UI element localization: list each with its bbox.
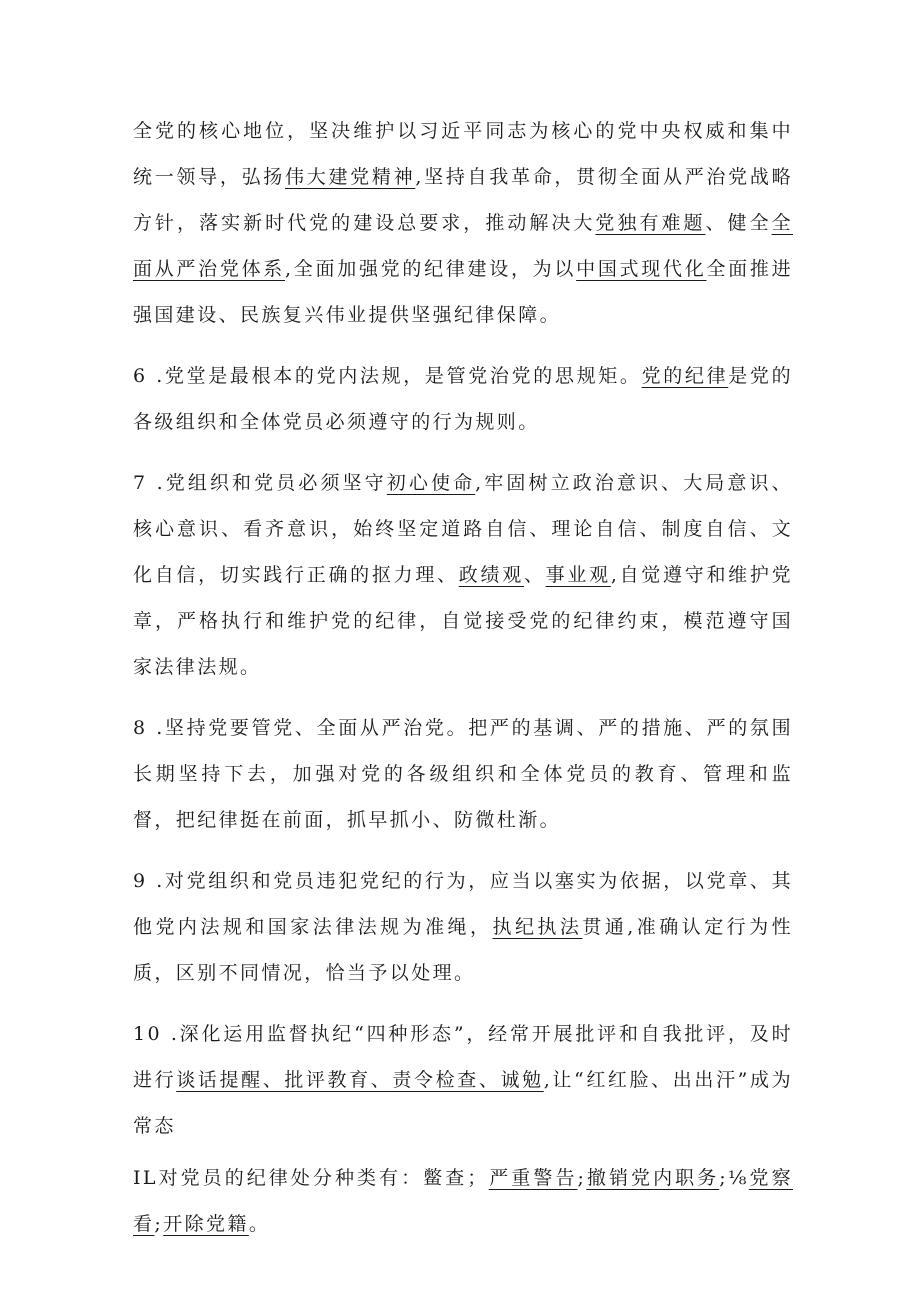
underlined-term: 执纪执法 [492, 916, 583, 938]
text-segment: 9 .对党组织和党员违犯党纪的行为，应当以塞实为依据，以党章、其他党内法规和国家法律法规为准绳， [133, 870, 793, 938]
underlined-term: 伟大建党精神 [285, 166, 416, 188]
text-segment: 贯通,准确认定行为性质，区别不同情况，恰当予以处理。 [133, 916, 794, 984]
paragraph [133, 705, 793, 843]
paragraph [133, 1011, 793, 1149]
text-segment: ,让“红红脸、出出汗”成为常态 [133, 1069, 793, 1137]
document-body [133, 108, 793, 1262]
underlined-term: 初心使命 [386, 472, 476, 494]
text-segment: 6 .党堂是最根本的党内法规，是管党治党的思规矩。 [133, 365, 642, 387]
text-segment: 8 .坚持党要管党、全面从严治党。把严的基调、严的措施、严的氛围长期坚持下去，加强对党的各级组织和全体党员的教育、管理和监督，把纪律挺在前面，抓早抓小、防微杜渐。 [133, 717, 793, 831]
text-segment: 。 [248, 1213, 271, 1235]
underlined-term: 谈话提醒、批评教育、责令检查、诚勉 [176, 1069, 544, 1091]
text-segment: 全党的核心地位，坚决维护以习近平同志为核心的党中央权威和集中统一领导，弘扬 [133, 120, 793, 188]
underlined-term: 党察看 [133, 1167, 793, 1235]
underlined-term: 党的纪律 [641, 365, 729, 387]
underlined-term: 开除党籍 [163, 1213, 249, 1235]
text-segment: 、健全 [705, 212, 772, 234]
underlined-term: 严重警告 [488, 1167, 578, 1189]
underlined-term: 政绩观 [458, 564, 524, 586]
text-segment: 是党的各级组织和全体党员必须遵守的行为规则。 [133, 365, 794, 433]
paragraph [133, 108, 793, 338]
text-segment: ; [154, 1213, 164, 1235]
underlined-term: 党独有难题 [595, 212, 706, 234]
text-segment: ; [577, 1167, 587, 1189]
underlined-term: 事业观 [545, 564, 611, 586]
text-segment: 全面推进强国建设、民族复兴伟业提供坚强纪律保障。 [133, 258, 793, 326]
paragraph [133, 460, 793, 690]
underlined-term: 全面从严治党体系 [133, 212, 793, 280]
paragraph [133, 1155, 793, 1247]
paragraph [133, 858, 793, 996]
text-segment: ,坚持自我革命，贯彻全面从严治党战略方针，落实新时代党的建设总要求，推动解决大 [133, 166, 793, 234]
text-segment: IL对党员的纪律处分种类有：鳖查； [133, 1167, 489, 1189]
text-segment: ;⅛ [719, 1167, 749, 1189]
text-segment: 7 .党组织和党员必须坚守 [133, 472, 387, 494]
underlined-term: 撤销党内职务 [586, 1167, 720, 1189]
underlined-term: 中国式现代化 [576, 258, 707, 280]
text-segment: ,牢固树立政治意识、大局意识、核心意识、看齐意识，始终坚定道路自信、理论自信、制度自信、文化自信，切实践行正确的抠力理、 [133, 472, 793, 586]
paragraph [133, 353, 793, 445]
text-segment: 、 [523, 564, 546, 586]
text-segment: 10 .深化运用监督执纪“四种形态”，经常开展批评和自我批评，及时进行 [133, 1023, 793, 1091]
text-segment: ,自觉遵守和维护党章，严格执行和维护党的纪律，自觉接受党的纪律约束，模范遵守国家法律法规。 [133, 564, 793, 678]
text-segment: ,全面加强党的纪律建设，为以 [285, 258, 577, 280]
